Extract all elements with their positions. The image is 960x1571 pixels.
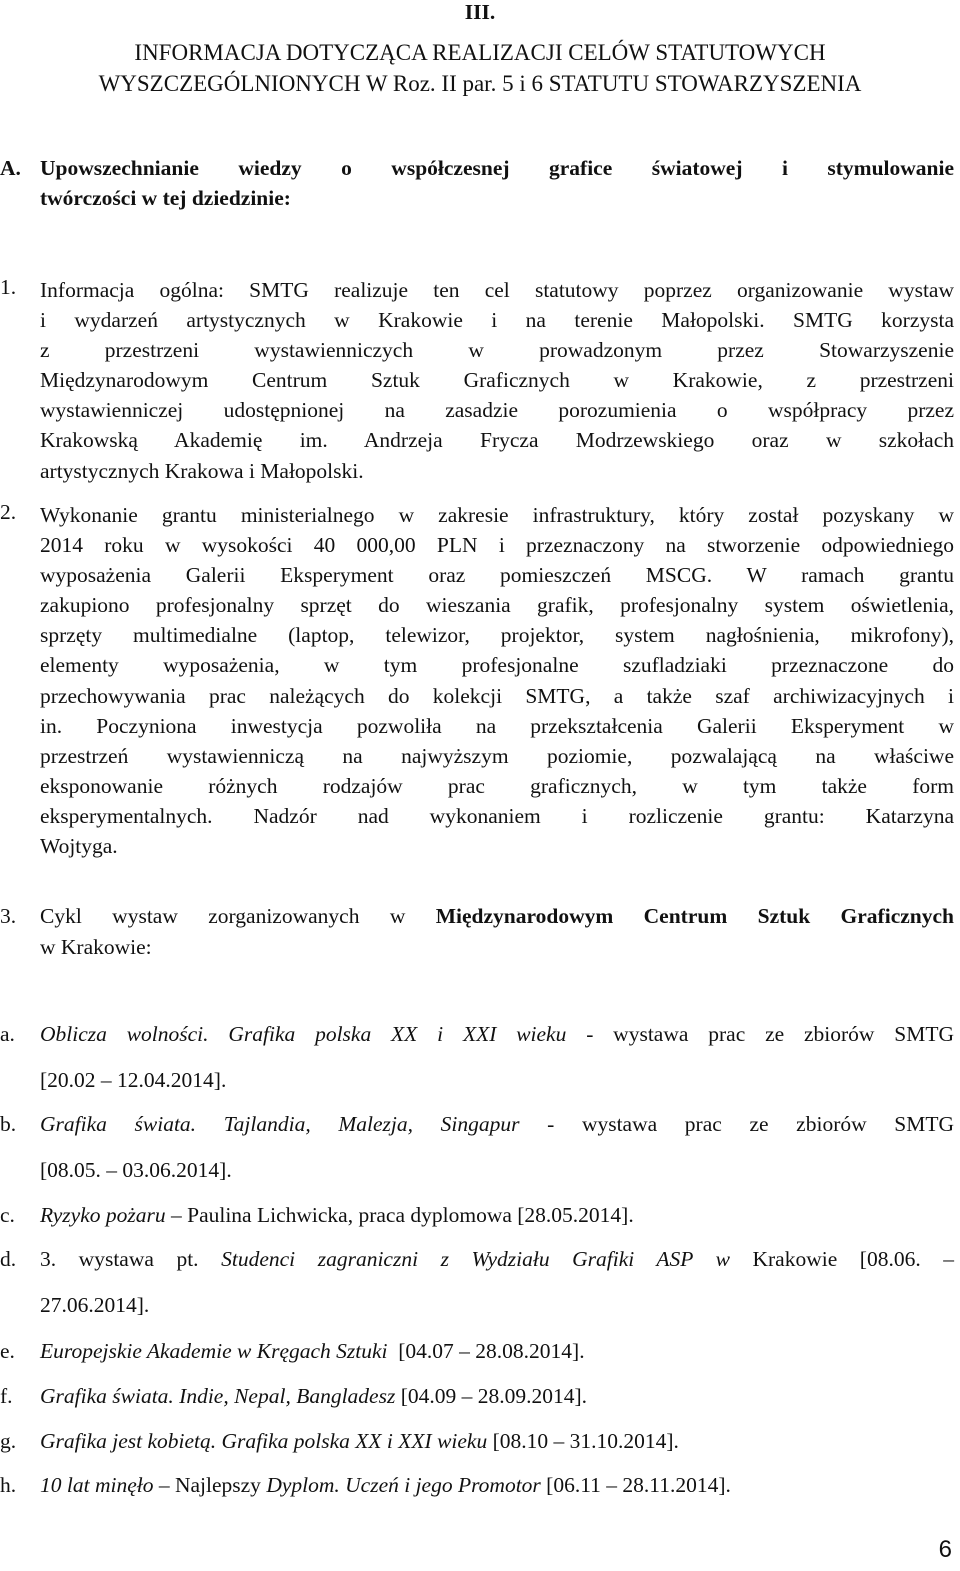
item-1-number: 1. (0, 275, 17, 299)
exhibition-detail: [06.11 – 28.11.2014]. (540, 1473, 731, 1497)
item-2-line: przestrzeń wystawienniczą na najwyższym poziomie, pozwalającą na właściwe (40, 743, 954, 768)
exhibition-detail: [08.10 – 31.10.2014]. (487, 1429, 679, 1453)
exhibition-title: Grafika świata. Indie, Nepal, Bangladesz (40, 1384, 396, 1408)
exhibition-d (0, 1247, 954, 1277)
exhibition-letter: b. (0, 1112, 17, 1136)
item-2-line: eksponowanie różnych rodzajów prac graficznych, w tym także form (40, 773, 954, 798)
exhibition-letter: g. (0, 1429, 17, 1453)
exhibition-d-dates: 27.06.2014]. (40, 1293, 150, 1317)
item-3-line-1 (40, 904, 954, 929)
title-line-1: INFORMACJA DOTYCZĄCA REALIZACJI CELÓW STATUTOWYCH (134, 40, 826, 65)
item-1-line: artystycznych Krakowa i Małopolski. (40, 458, 364, 483)
section-a-line-1: Upowszechnianie wiedzy o współczesnej grafice światowej i stymulowanie (40, 156, 954, 180)
exhibition-connector: – Najlepszy (153, 1473, 267, 1497)
exhibition-a-dates: [20.02 – 12.04.2014]. (40, 1068, 227, 1092)
item-2-line: eksperymentalnych. Nadzór nad wykonaniem i rozliczenie grantu: Katarzyna (40, 803, 954, 828)
section-a-line-2: twórczości w tej dziedzinie: (40, 186, 291, 210)
item-1-line: Krakowską Akademię im. Andrzeja Frycza Modrzewskiego oraz w szkołach (40, 428, 954, 453)
exhibition-detail: Krakowie [08.06. – (729, 1247, 955, 1271)
exhibition-c (0, 1203, 954, 1233)
item-1-line: i wydarzeń artystycznych w Krakowie i na terenie Małopolski. SMTG korzysta (40, 308, 954, 333)
exhibition-detail: [04.09 – 28.09.2014]. (395, 1384, 588, 1408)
exhibition-detail: - wystawa prac ze zbiorów SMTG (566, 1022, 954, 1046)
exhibition-letter: e. (0, 1339, 15, 1363)
exhibition-letter: d. (0, 1247, 17, 1271)
exhibition-title: Ryzyko pożaru (40, 1203, 166, 1227)
exhibition-letter: f. (0, 1384, 13, 1408)
item-2-line: in. Poczyniona inwestycja pozwoliła na przekształcenia Galerii Eksperyment w (40, 713, 954, 738)
item-3-heading (0, 904, 954, 934)
exhibition-g (0, 1429, 954, 1459)
exhibition-b (0, 1112, 954, 1142)
exhibition-detail: [04.07 – 28.08.2014]. (387, 1339, 585, 1363)
item-3-bold: Międzynarodowym Centrum Sztuk Graficznych (435, 904, 954, 928)
exhibition-title: Oblicza wolności. Grafika polska XX i XXI wieku (40, 1022, 567, 1046)
item-2-line: 2014 roku w wysokości 40 000,00 PLN i przeznaczony na stworzenie odpowiedniego (40, 533, 954, 558)
item-3-line-2: w Krakowie: (40, 935, 152, 959)
exhibition-b-dates: [08.05. – 03.06.2014]. (40, 1158, 232, 1182)
item-2-line: przechowywania prac należących do kolekcji SMTG, a także szaf archiwizacyjnych i (40, 683, 954, 708)
exhibition-h (0, 1473, 954, 1503)
exhibition-e (0, 1339, 954, 1369)
section-a-marker: A. (0, 156, 21, 180)
exhibition-f (0, 1384, 954, 1414)
item-2-number: 2. (0, 500, 17, 524)
item-2-line: Wojtyga. (40, 834, 118, 859)
item-1-line: wystawienniczej udostępnionej na zasadzie porozumienia o współpracy przez (40, 398, 954, 423)
item-2-line: zakupiono profesjonalny sprzęt do wieszania grafik, profesjonalny system oświetlenia, (40, 593, 954, 618)
exhibition-letter: h. (0, 1473, 17, 1497)
exhibition-title: Studenci zagraniczni z Wydziału Grafiki ASP w (221, 1247, 730, 1271)
exhibition-title: Grafika świata. Tajlandia, Malezja, Singapur (40, 1112, 520, 1136)
item-1-line: Informacja ogólna: SMTG realizuje ten cel statutowy poprzez organizowanie wystaw (40, 278, 954, 302)
exhibition-detail: - wystawa prac ze zbiorów SMTG (519, 1112, 954, 1136)
item-2-line: wyposażenia Galerii Eksperyment oraz pomieszczeń MSCG. W ramach grantu (40, 563, 954, 588)
item-1-line: z przestrzeni wystawienniczych w prowadzonym przez Stowarzyszenie (40, 338, 954, 363)
item-2-line: sprzęty multimedialne (laptop, telewizor, projektor, system nagłośnienia, mikrofony), (40, 623, 954, 648)
item-3-prefix: Cykl wystaw zorganizowanych w (40, 904, 436, 928)
section-number: III. (464, 0, 496, 24)
exhibition-letter: a. (0, 1022, 15, 1046)
exhibition-a (0, 1022, 954, 1052)
item-1-line: Międzynarodowym Centrum Sztuk Graficznych w Krakowie, z przestrzeni (40, 368, 954, 393)
exhibition-letter: c. (0, 1203, 15, 1227)
item-2-paragraph (40, 500, 954, 861)
title-line-2: WYSZCZEGÓLNIONYCH W Roz. II par. 5 i 6 STATUTU STOWARZYSZENIA (98, 71, 862, 96)
item-2-line: elementy wyposażenia, w tym profesjonalne szufladziaki przeznaczone do (40, 653, 954, 678)
exhibition-prefix: 3. wystawa pt. (40, 1247, 222, 1271)
exhibition-title: Europejskie Akademie w Kręgach Sztuki (40, 1339, 388, 1363)
item-1-paragraph (40, 275, 954, 486)
page-number: 6 (938, 1536, 952, 1563)
item-2-line: Wykonanie grantu ministerialnego w zakresie infrastruktury, który został pozyskany w (40, 503, 954, 527)
exhibition-title: 10 lat minęło (40, 1473, 154, 1497)
exhibition-subtitle: Dyplom. Uczeń i jego Promotor (266, 1473, 541, 1497)
exhibition-title: Grafika jest kobietą. Grafika polska XX i XXI wieku (40, 1429, 488, 1453)
item-3-number: 3. (0, 904, 17, 928)
exhibition-detail: – Paulina Lichwicka, praca dyplomowa [28.05.2014]. (165, 1203, 634, 1227)
section-a-heading (0, 156, 954, 186)
